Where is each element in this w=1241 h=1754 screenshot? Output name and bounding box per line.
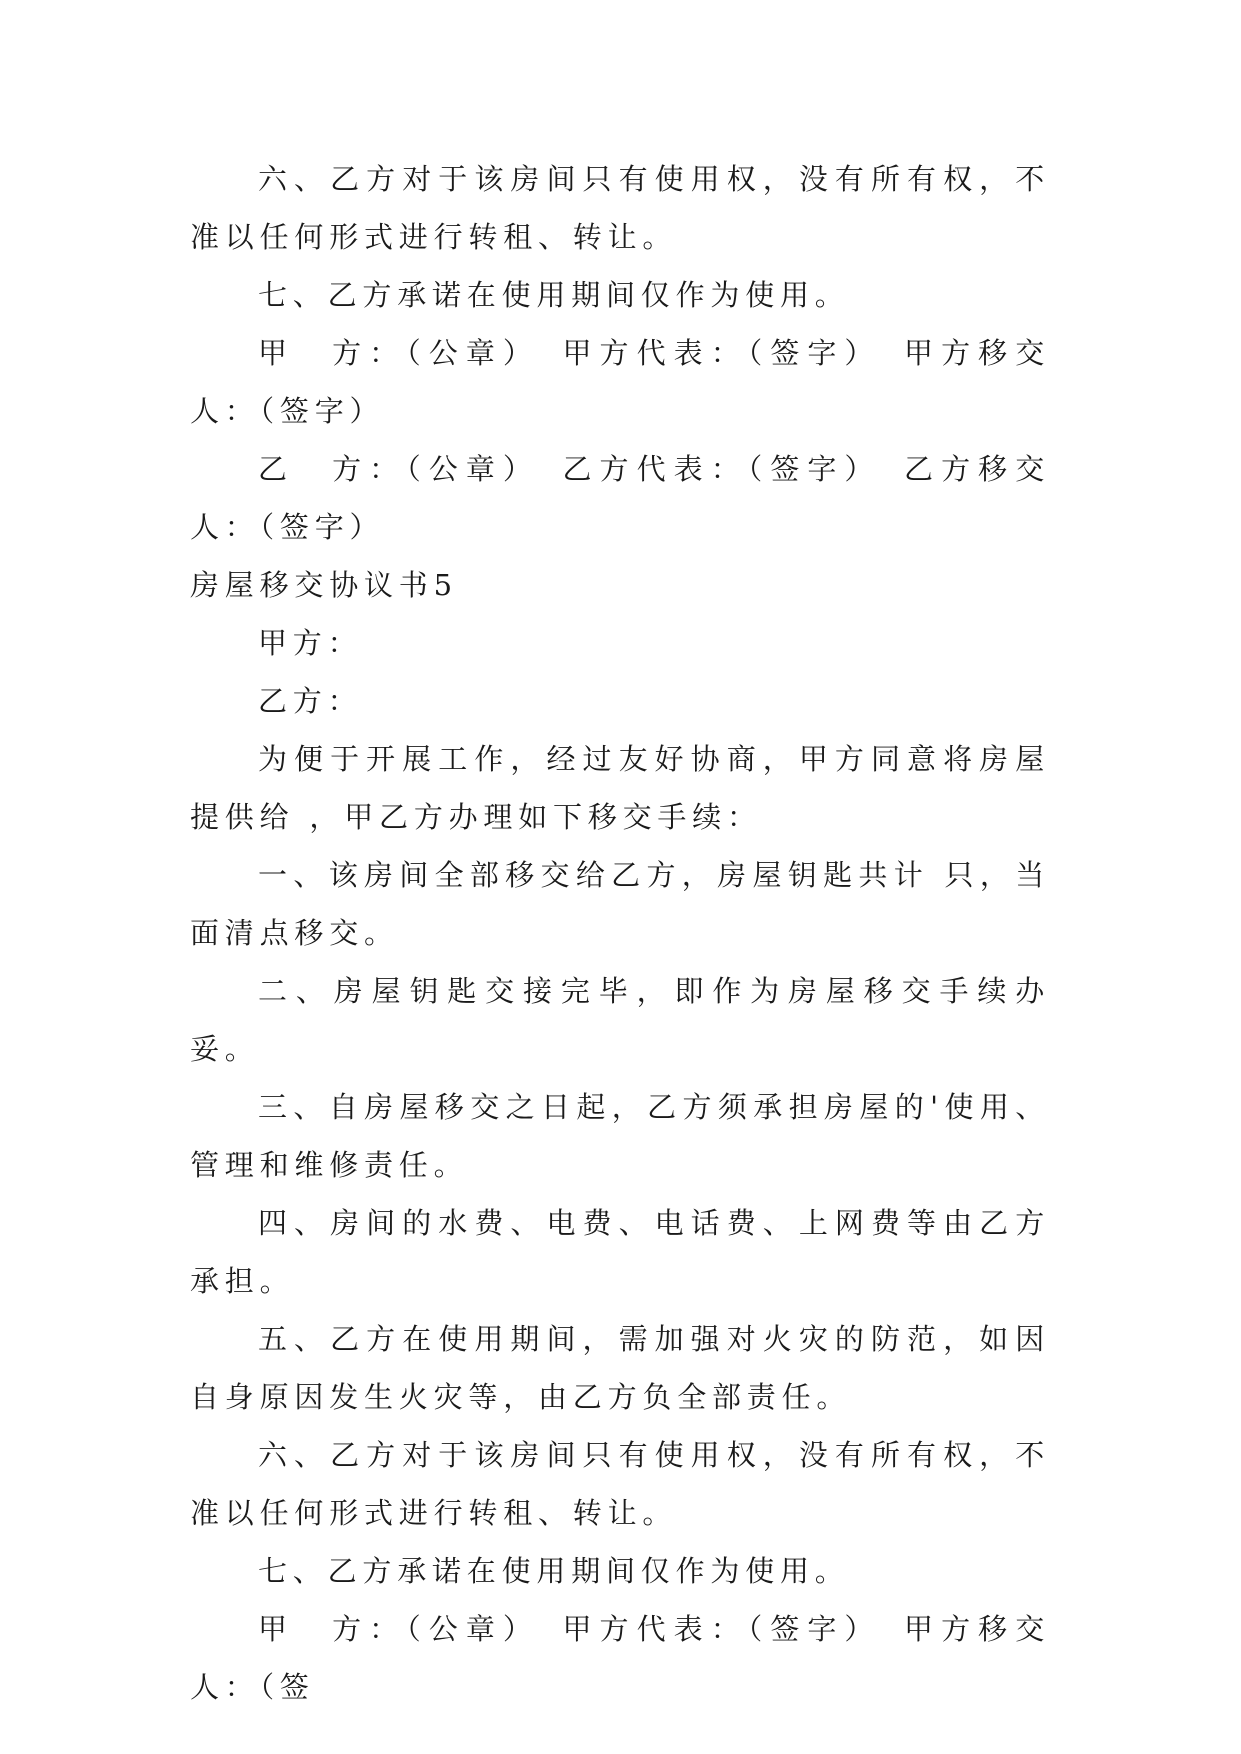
clause-7-paragraph: 七、乙方承诺在使用期间仅作为使用。 [258,278,850,312]
party-b-line: 乙方： [258,684,363,718]
agreement-heading: 房屋移交协议书5 [190,568,458,602]
party-a-signature-line: 甲 方：（公章） 甲方代表：（签字） 甲方移交人：（签字） [190,336,1050,428]
clause-7-paragraph-repeat: 七、乙方承诺在使用期间仅作为使用。 [258,1554,850,1588]
party-a-line: 甲方： [258,626,363,660]
intro-paragraph: 为便于开展工作，经过友好协商，甲方同意将房屋提供给 ，甲乙方办理如下移交手续： [190,742,1050,834]
clause-3-paragraph: 三、自房屋移交之日起，乙方须承担房屋的'使用、管理和维修责任。 [190,1090,1050,1182]
clause-2-paragraph: 二、房屋钥匙交接完毕，即作为房屋移交手续办妥。 [190,974,1050,1066]
party-a-signature-line-repeat: 甲 方：（公章） 甲方代表：（签字） 甲方移交人：（签 [190,1612,1050,1704]
clause-6-paragraph: 六、乙方对于该房间只有使用权，没有所有权，不准以任何形式进行转租、转让。 [190,162,1050,254]
clause-5-paragraph: 五、乙方在使用期间，需加强对火灾的防范，如因自身原因发生火灾等，由乙方负全部责任。 [190,1322,1050,1414]
clause-4-paragraph: 四、房间的水费、电费、电话费、上网费等由乙方承担。 [190,1206,1050,1298]
party-b-signature-line: 乙 方：（公章） 乙方代表：（签字） 乙方移交人：（签字） [190,452,1050,544]
document-body [190,150,1050,1716]
clause-6-paragraph-repeat: 六、乙方对于该房间只有使用权，没有所有权，不准以任何形式进行转租、转让。 [190,1438,1050,1530]
clause-1-paragraph: 一、该房间全部移交给乙方，房屋钥匙共计 只，当面清点移交。 [190,858,1050,950]
